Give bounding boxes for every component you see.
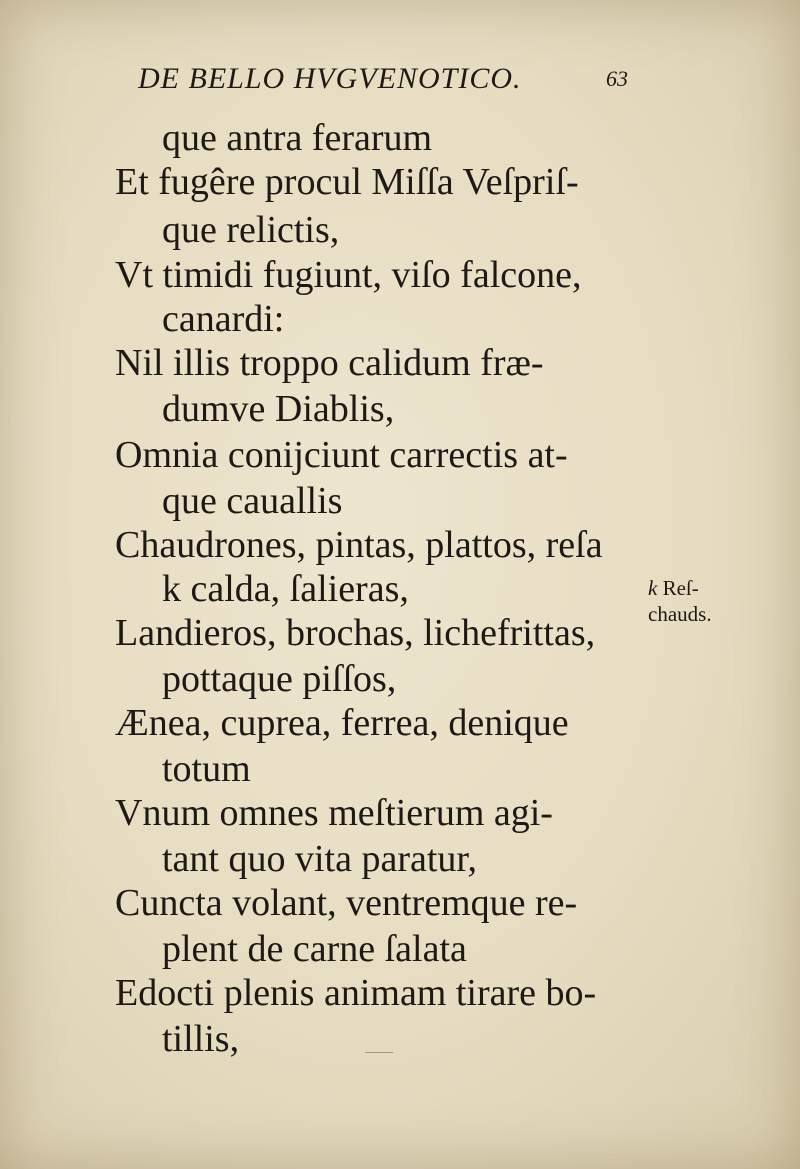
verse-line: Vnum omnes meſtierum agi- bbox=[115, 792, 553, 834]
verse-line: Edocti plenis animam tirare bo- bbox=[115, 972, 597, 1014]
running-head: DE BELLO HVGVENOTICO. bbox=[138, 62, 522, 95]
verse-line: dumve Diablis, bbox=[162, 388, 395, 430]
verse-line: pottaque piſſos, bbox=[162, 658, 397, 700]
verse-line: plent de carne ſalata bbox=[162, 928, 467, 970]
verse-line: que relictis, bbox=[162, 209, 340, 251]
verse-line: totum bbox=[162, 748, 251, 790]
margin-note-line2: chauds. bbox=[648, 602, 712, 626]
verse-line: que cauallis bbox=[162, 480, 343, 522]
margin-note bbox=[648, 578, 699, 599]
page-number: 63 bbox=[606, 66, 628, 91]
verse-line: tant quo vita paratur, bbox=[162, 838, 478, 880]
verse-line: Omnia conijciunt carrectis at- bbox=[115, 434, 568, 476]
verse-line: Chaudrones, pintas, plattos, reſa bbox=[115, 524, 603, 566]
verse-line: tillis, bbox=[162, 1018, 240, 1060]
margin-note-marker: k bbox=[648, 576, 658, 600]
verse-line: Vt timidi fugiunt, viſo falcone, bbox=[115, 254, 582, 296]
verse-line: Et fugêre procul Miſſa Veſpriſ- bbox=[115, 161, 579, 203]
margin-note-line1: Reſ- bbox=[662, 576, 699, 600]
verse-line: k calda, ſalieras, bbox=[162, 568, 409, 610]
verse-line: que antra ferarum bbox=[162, 117, 433, 159]
verse-line: Ænea, cuprea, ferrea, denique bbox=[115, 702, 569, 744]
decorative-rule bbox=[365, 1052, 393, 1053]
verse-line: Nil illis troppo calidum fræ- bbox=[115, 342, 544, 384]
verse-line: Cuncta volant, ventremque re- bbox=[115, 882, 578, 924]
verse-line: canardi: bbox=[162, 298, 285, 340]
verse-line: Landieros, brochas, lichefrittas, bbox=[115, 612, 596, 654]
